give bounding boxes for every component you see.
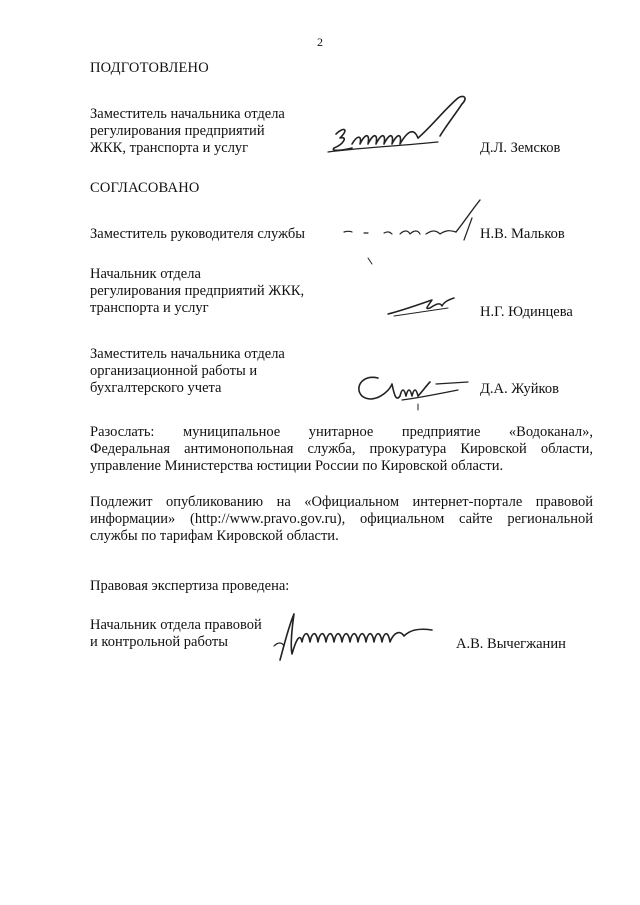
prepared-name: Д.Л. Земсков bbox=[480, 140, 561, 156]
distribution-line: Разослать: муниципальное унитарное предприятие «Водоканал», bbox=[90, 424, 593, 440]
legal-review-heading: Правовая экспертиза проведена: bbox=[90, 578, 290, 594]
distribution-line: управление Министерства юстиции России по Кировской области. bbox=[90, 458, 504, 474]
position-line: организационной работы и bbox=[90, 363, 258, 379]
agreed-signer-3-name: Д.А. Жуйков bbox=[480, 381, 559, 397]
signature-zhuikov bbox=[348, 364, 478, 414]
position-line: Начальник отдела правовой bbox=[90, 617, 262, 633]
position-line: Заместитель начальника отдела bbox=[90, 346, 285, 362]
distribution-paragraph bbox=[90, 424, 593, 475]
legal-review-name: А.В. Вычегжанин bbox=[456, 636, 566, 652]
agreed-signer-2-position bbox=[90, 266, 304, 317]
legal-review-position bbox=[90, 617, 262, 651]
prepared-position bbox=[90, 106, 285, 157]
publication-line: службы по тарифам Кировской области. bbox=[90, 528, 339, 544]
position-line: регулирования предприятий ЖКК, bbox=[90, 283, 305, 299]
publication-line: Подлежит опубликованию на «Официальном интернет-портале правовой bbox=[90, 494, 593, 510]
position-line: Заместитель руководителя службы bbox=[90, 226, 306, 242]
signature-yudintseva bbox=[384, 286, 464, 326]
agreed-signer-3-position bbox=[90, 346, 285, 397]
position-line: Начальник отдела bbox=[90, 266, 201, 282]
page-number: 2 bbox=[317, 35, 323, 49]
publication-paragraph bbox=[90, 494, 593, 545]
agreed-heading: СОГЛАСОВАНО bbox=[90, 180, 200, 196]
agreed-signer-1-name: Н.В. Мальков bbox=[480, 226, 565, 242]
publication-line: информации» (http://www.pravo.gov.ru), официальном сайте региональной bbox=[90, 511, 593, 527]
position-line: регулирования предприятий bbox=[90, 123, 265, 139]
agreed-signer-1-position bbox=[90, 226, 305, 243]
signature-zemskov bbox=[318, 92, 478, 162]
position-line: бухгалтерского учета bbox=[90, 380, 222, 396]
signature-vychegzhanin bbox=[270, 606, 450, 666]
position-line: транспорта и услуг bbox=[90, 300, 209, 316]
signature-malkov bbox=[340, 196, 500, 271]
position-line: Заместитель начальника отдела bbox=[90, 106, 285, 122]
prepared-heading: ПОДГОТОВЛЕНО bbox=[90, 60, 209, 76]
agreed-signer-2-name: Н.Г. Юдинцева bbox=[480, 304, 573, 320]
position-line: ЖКК, транспорта и услуг bbox=[90, 140, 249, 156]
distribution-line: Федеральная антимонопольная служба, прокуратура Кировской области, bbox=[90, 441, 593, 457]
position-line: и контрольной работы bbox=[90, 634, 228, 650]
